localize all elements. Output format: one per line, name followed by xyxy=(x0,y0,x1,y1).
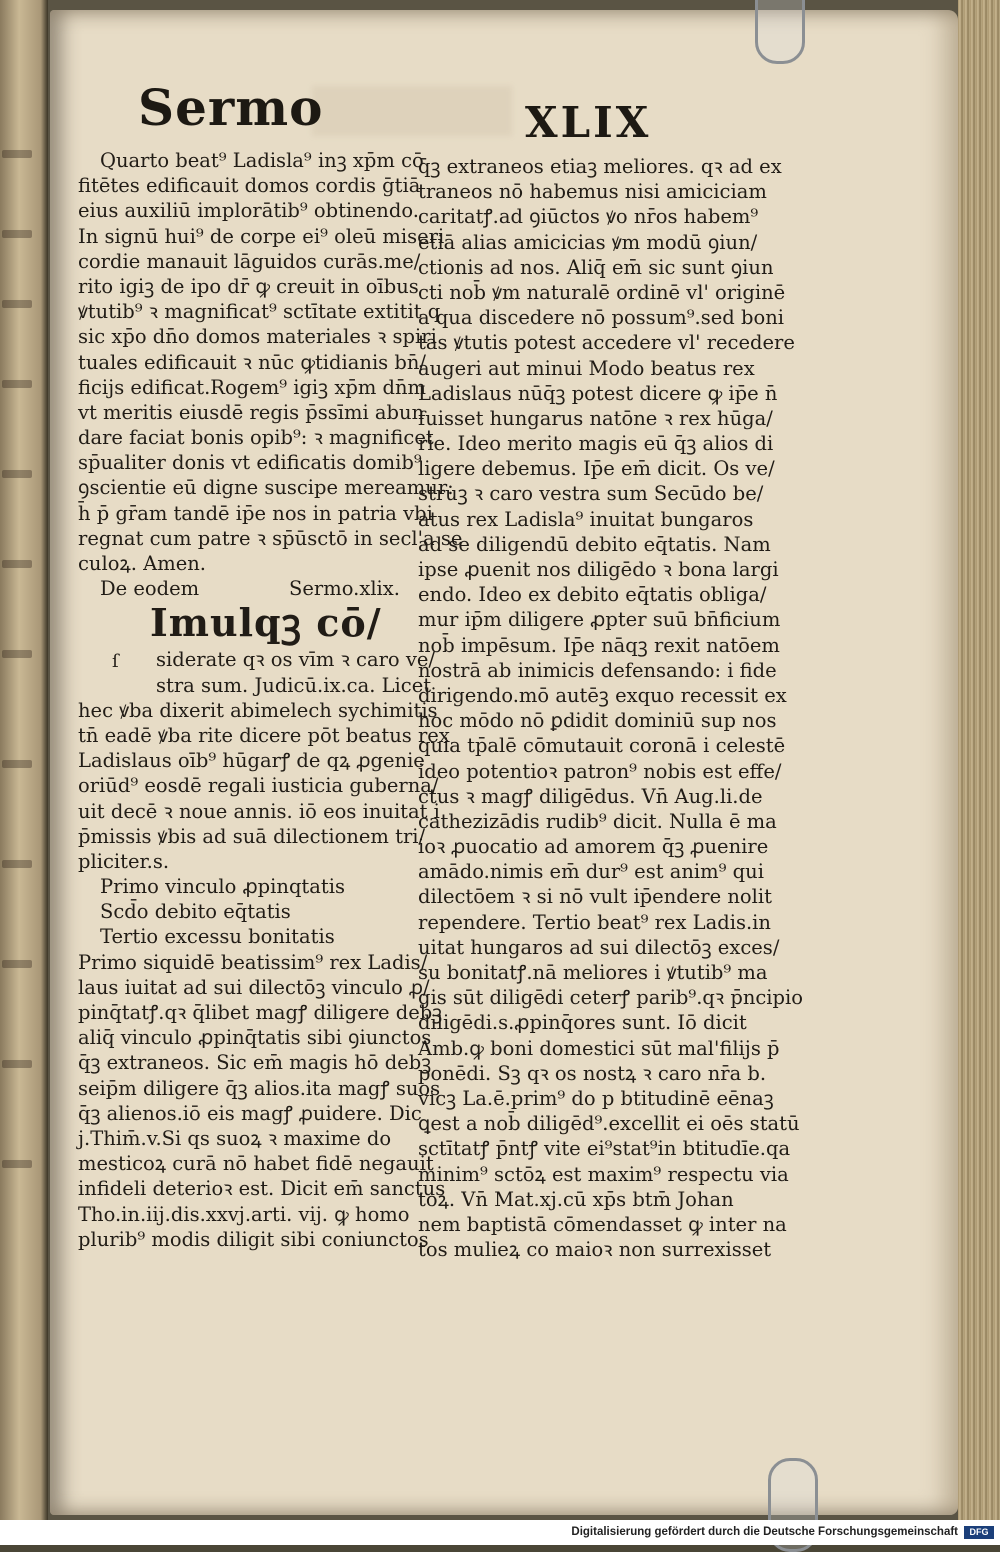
text-line: struꝫ ꝛ caro vestra sum Secūdo be/ xyxy=(418,482,764,506)
text-line: fuisset hungarus natōne ꝛ rex hūga/ xyxy=(418,406,773,430)
text-line: etiā alias amicicias ꝟm modū ꝯiun/ xyxy=(418,230,758,254)
page-clip-top xyxy=(755,0,805,64)
list-item: Primo vinculo ꝓpinqtatis xyxy=(100,875,345,899)
text-line: oriūd⁹ eosdē regali iusticia guberna/ xyxy=(78,774,439,798)
running-title: Sermo xyxy=(138,78,324,137)
text-line: Primo siquidē beatissim⁹ rex Ladis/ xyxy=(78,950,428,974)
text-line: j.Thim̄.v.Si qs suoꝝ ꝛ maxime do xyxy=(78,1126,392,1150)
text-line: q̄ꝫ extraneos. Sic em̄ magis hō debꝫ xyxy=(78,1051,432,1075)
text-line: tn̄ eadē ꝟba rite dicere pōt beatus rex xyxy=(78,723,450,747)
text-line: quia tp̄alē cōmutauit coronā i celestē xyxy=(418,734,786,758)
text-line: nostrā ab inimicis defensando: i fide xyxy=(418,658,777,682)
text-line: dilectōem ꝛ si nō vult ip̄endere nolit xyxy=(418,885,772,909)
text-line: dirigendo.mō autēꝫ exquo recessit ex xyxy=(418,683,787,707)
text-line: laus iuitat ad sui dilectōꝫ vinculo ꝓ/ xyxy=(78,975,430,999)
text-line: Ladislaus oīb⁹ hūgarꝭ de qꝝ ꝓgenie xyxy=(78,749,425,773)
initial-word: Imulqꝫ cō/ xyxy=(150,600,382,646)
text-line: atus rex Ladisla⁹ inuitat bungaros xyxy=(418,507,754,531)
text-line: sctītatꝭ p̄ntꝭ vite ei⁹stat⁹in btitudīe.qa xyxy=(418,1137,791,1161)
text-line: gis sūt diligēdi ceterꝭ parib⁹.qꝛ p̄ncipio xyxy=(418,986,804,1010)
text-line: mur ip̄m diligere ꝓpter suū bn̄ficium xyxy=(418,608,781,632)
text-line: cathezizādis rudib⁹ dicit. Nulla ē ma xyxy=(418,809,777,833)
text-line: ad se diligendū debito eq̄tatis. Nam xyxy=(418,532,771,556)
text-line: minim⁹ sctōꝝ est maxim⁹ respectu via xyxy=(418,1162,789,1186)
bleed-through-shadow xyxy=(312,86,512,136)
text-line: Ladislaus nūq̄ꝫ potest dicere ꝙ ip̄e n̄ xyxy=(418,381,778,405)
text-line: traneos nō habemus nisi amiciciam xyxy=(418,180,767,204)
text-line: hoc mōdo nō ꝑdidit dominiū sup nos xyxy=(418,709,777,733)
text-line: vicꝫ La.ē.prim⁹ do p btitudinē eēnaꝫ xyxy=(418,1086,774,1110)
text-line: endo. Ideo ex debito eq̄tatis obliga/ xyxy=(418,583,767,607)
text-line: q̄ꝫ alienos.iō eis magꝭ ꝓuidere. Dic xyxy=(78,1101,422,1125)
page-stack-edge xyxy=(958,0,1000,1520)
text-line: ꝯscientie eū digne suscipe mereamur: xyxy=(78,476,454,500)
text-line: hec ꝟba dixerit abimelech sychimitis xyxy=(78,698,438,722)
text-line: Tho.in.iij.dis.xxvj.arti. vij. ꝙ homo xyxy=(78,1202,410,1226)
text-line: eius auxiliū implorātib⁹ obtinendo. xyxy=(78,199,419,223)
text-line: uitat hungaros ad sui dilectōꝫ exces/ xyxy=(418,935,780,959)
text-line: caritatꝭ.ad ꝯiūctos ꝟo nr̄os habem⁹ xyxy=(418,205,759,229)
facing-page-edge xyxy=(0,0,48,1520)
text-line: ficijs edificat.Rogem⁹ igiꝫ xp̄m dn̄m xyxy=(78,375,427,399)
text-line: Quarto beat⁹ Ladisla⁹ inꝫ xp̄m cō xyxy=(100,149,424,172)
text-line: tos mulieꝝ co maioꝛ non surrexisset xyxy=(418,1238,772,1262)
text-line: rependere. Tertio beat⁹ rex Ladis.in xyxy=(418,910,771,934)
text-line: mesticoꝝ curā nō habet fidē negauit xyxy=(78,1152,434,1176)
text-line: tas ꝟtutis potest accedere vl' recedere xyxy=(418,331,795,355)
text-line: Amb.ꝙ boni domestici sūt mal'filijs p̄ xyxy=(418,1036,780,1060)
list-item: Tertio excessu bonitatis xyxy=(100,925,335,949)
text-line: pinq̄tatꝭ.qꝛ q̄libet magꝭ diligere debꝫ xyxy=(78,1001,443,1024)
text-line: culoꝝ. Amen. xyxy=(78,552,206,575)
text-line: ligere debemus. Ip̄e em̄ dicit. Os ve/ xyxy=(418,457,775,481)
text-line: plurib⁹ modis diligit sibi coniunctos xyxy=(78,1227,429,1251)
text-line: su bonitatꝭ.nā meliores i ꝟtutib⁹ ma xyxy=(418,961,768,984)
text-line: uit decē ꝛ noue annis. iō eos inuitat i xyxy=(78,799,440,823)
footer-bar xyxy=(0,1520,1000,1545)
text-line: siderate qꝛ os vīm ꝛ caro ve/ xyxy=(156,648,435,672)
text-line: In signū hui⁹ de corpe ei⁹ oleū miseri xyxy=(78,224,445,248)
text-line: diligēdi.s.ꝓpinq̄ores sunt. Iō dicit xyxy=(418,1011,747,1035)
dfg-logo: DFG xyxy=(964,1526,994,1539)
text-line: cti nob̄ ꝟm naturalē ordinē vl' originē xyxy=(418,280,786,304)
text-line: ꝗest a nob̄ diligēd⁹.excellit ei oēs statū xyxy=(418,1112,800,1136)
text-line: toꝝ. Vn̄ Mat.xj.cū xp̄s btm̄ Johan xyxy=(418,1187,734,1211)
text-line: tuales edificauit ꝛ nūc ꝙtidianis bn̄/ xyxy=(78,350,426,374)
text-line: pliciter.s. xyxy=(78,849,170,873)
text-line: cordie manauit lāguidos curās.me/ xyxy=(78,249,421,273)
text-line: nob̄ impēsum. Ip̄e nāqꝫ rexit natōem xyxy=(418,633,780,657)
text-line: sic xp̄o dn̄o domos materiales ꝛ spiri xyxy=(78,325,437,349)
text-line: h̄ p̄ gr̄am tandē ip̄e nos in patria vbi xyxy=(78,501,433,525)
text-line: ideo potentioꝛ patron⁹ nobis est effe/ xyxy=(418,759,782,783)
text-line: regnat cum patre ꝛ sp̄ūsctō in secl'a se xyxy=(78,526,463,550)
text-line: aliq̄ vinculo ꝓpinq̄tatis sibi ꝯiunctos xyxy=(78,1026,432,1050)
sermon-heading xyxy=(78,576,400,601)
text-line: stra sum. Judicū.ix.ca. Licet xyxy=(156,673,432,697)
text-line: infideli deterioꝛ est. Dicit em̄ sanctus xyxy=(78,1177,446,1201)
text-line: ipse ꝓuenit nos diligēdo ꝛ bona largi xyxy=(418,558,779,581)
right-text-column xyxy=(418,154,804,1262)
sermon-heading-left: De eodem xyxy=(100,577,200,601)
sermon-heading-right: Sermo.xlix. xyxy=(289,577,400,601)
folio-number: XLIX xyxy=(525,98,652,147)
text-line: fitētes edificauit domos cordis ḡtiā xyxy=(78,174,421,198)
text-line: vt meritis eiusdē regis p̄ssīmi abun xyxy=(78,400,425,424)
text-line: ctionis ad nos. Aliq̄ em̄ sic sunt ꝯiun xyxy=(418,255,774,279)
text-line: rie. Ideo merito magis eū q̄ꝫ alios di xyxy=(418,432,774,456)
text-line: ponēdi. Sꝫ qꝛ os nostꝝ ꝛ caro nr̄a b. xyxy=(418,1061,767,1085)
text-line: dare faciat bonis opib⁹: ꝛ magnificet xyxy=(78,426,434,450)
initial-mark: ſ xyxy=(112,651,119,673)
funding-credit: Digitalisierung gefördert durch die Deutsche Forschungsgemeinschaft xyxy=(571,1526,958,1538)
text-line: a qua discedere nō possum⁹.sed boni xyxy=(418,306,785,330)
text-line: augeri aut minui Modo beatus rex xyxy=(418,356,755,380)
text-line: amādo.nimis em̄ dur⁹ est anim⁹ qui xyxy=(418,860,764,884)
text-line: sp̄ualiter donis vt edificatis domib⁹ xyxy=(78,451,422,475)
text-line: ꝟtutib⁹ ꝛ magnificat⁹ sctītate extitit q xyxy=(78,300,441,324)
left-text-column xyxy=(78,148,463,1252)
text-line: nem baptistā cōmendasset ꝙ inter na xyxy=(418,1212,787,1236)
text-line: p̄missis ꝟbis ad suā dilectionem tri/ xyxy=(78,824,426,848)
list-item: Scd̄o debito eq̄tatis xyxy=(100,900,291,924)
text-line: rito igiꝫ de ipo dr̄ ꝙ creuit in oībus xyxy=(78,274,419,298)
text-line: seip̄m diligere q̄ꝫ alios.ita magꝭ suos xyxy=(78,1076,441,1100)
text-line: ioꝛ ꝓuocatio ad amorem q̄ꝫ ꝓuenire xyxy=(418,835,769,859)
text-line: q̄ꝫ extraneos etiaꝫ meliores. qꝛ ad ex xyxy=(418,155,782,178)
text-line: ctus ꝛ magꝭ diligēdus. Vn̄ Aug.li.de xyxy=(418,784,763,808)
